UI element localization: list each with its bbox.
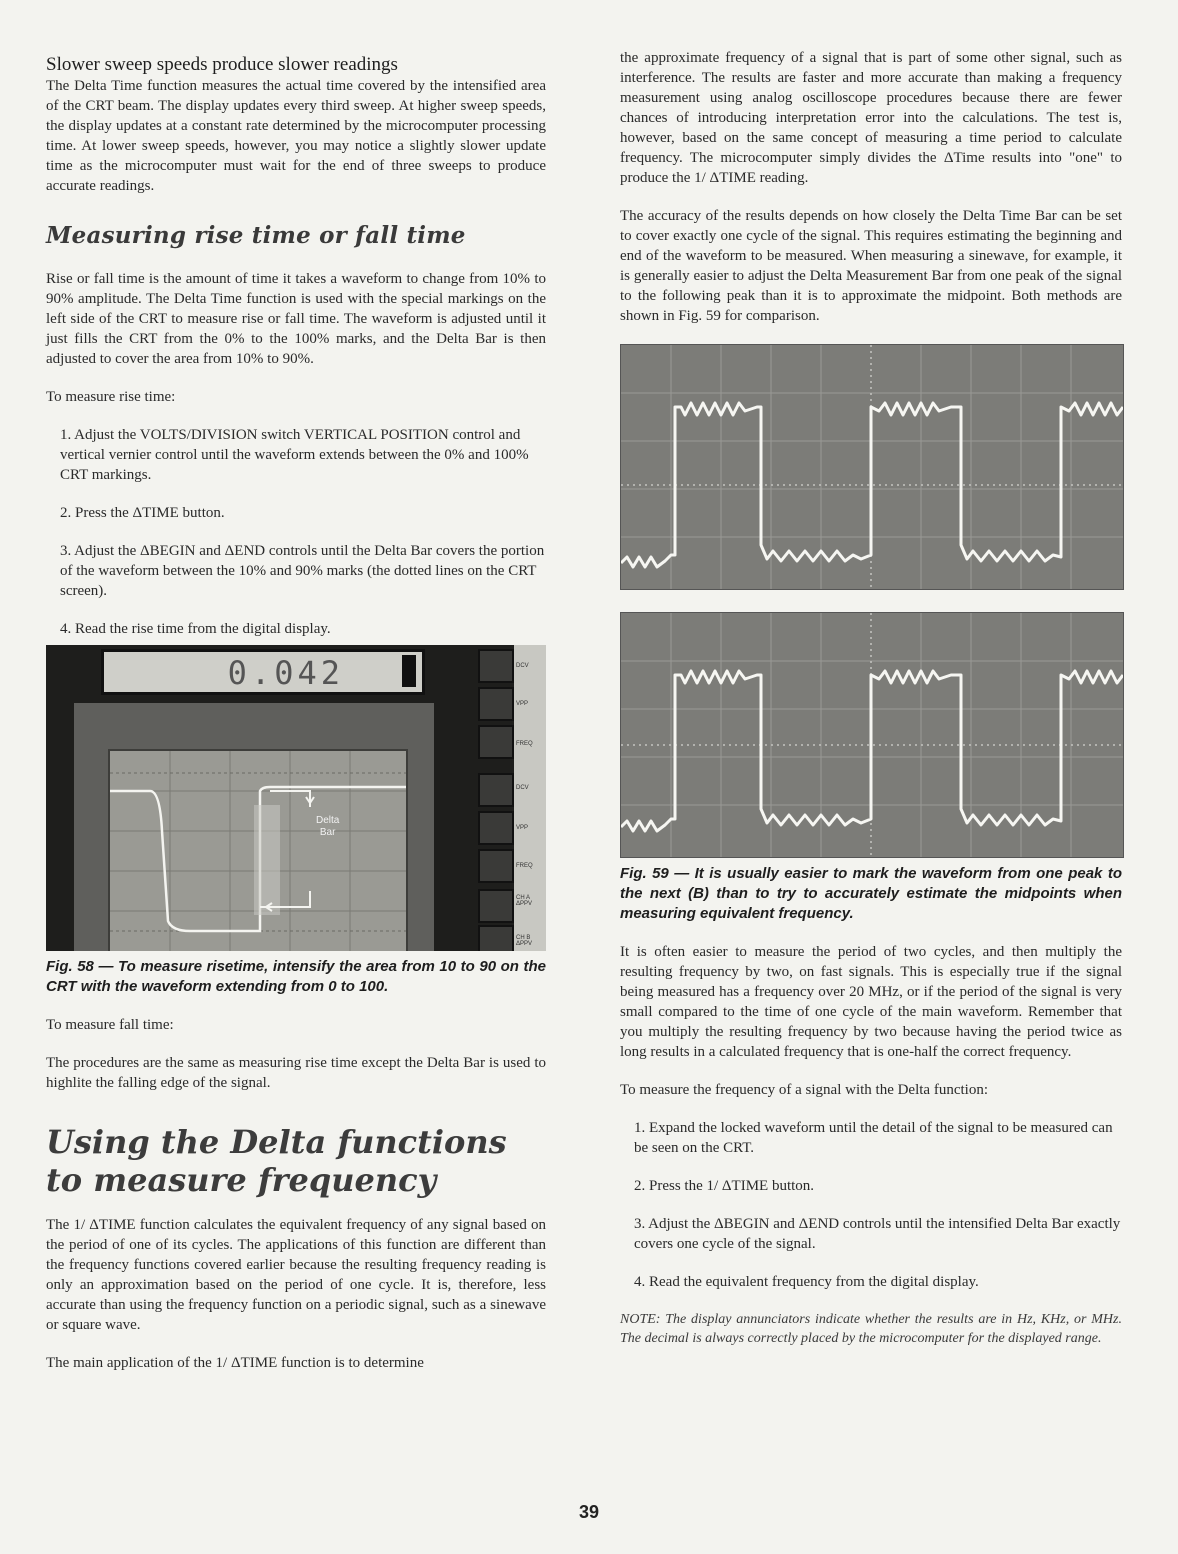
panel-button [478, 687, 514, 721]
panel-button [478, 773, 514, 807]
panel-button [478, 849, 514, 883]
paragraph-main-application: The main application of the 1/ ΔTIME function is to determine [46, 1355, 424, 1371]
rise-step-1: 1. Adjust the VOLTS/DIVISION switch VERTICAL POSITION control and vertical vernier control until the waveform extends between the 0% and 100% CRT markings. [60, 427, 529, 483]
fig59-scope-a [620, 344, 1124, 590]
heading-delta-frequency: Using the Delta functions to measure frequency [46, 1123, 507, 1199]
right-column [620, 48, 1122, 1348]
fall-time-paragraph: The procedures are the same as measuring rise time except the Delta Bar is used to highlite the falling edge of the signal. [46, 1055, 546, 1091]
fall-time-intro: To measure fall time: [46, 1017, 174, 1033]
panel-button [478, 725, 514, 759]
freq-step-4: 4. Read the equivalent frequency from the digital display. [634, 1274, 979, 1290]
paragraph-accuracy: The accuracy of the results depends on how closely the Delta Time Bar can be set to cover exactly one cycle of the signal. This requires estimating the beginning and end of the waveform to be measured. When measuring a sinewave, for example, it is generally easier to adjust the Delta Measurement Bar from one peak of the signal to the following peak than it is to approximate the midpoint. Both methods are shown in Fig. 59 for comparison. [620, 208, 1122, 324]
display-annunciator [402, 655, 416, 687]
crt-graticule [110, 751, 406, 951]
paragraph-inverse-time: The 1/ ΔTIME function calculates the equivalent frequency of any signal based on the period of one of its cycles. The applications of this function are different than the frequency functions covered earlier because the resulting frequency reading is only an approximation based on the period of one cycle. It is, therefore, less accurate than using the frequency function on a periodic signal, such as a sinewave or square wave. [46, 1217, 546, 1333]
note-annunciators: NOTE: The display annunciators indicate whether the results are in Hz, KHz, or MHz. The decimal is always correctly placed by the microcomputer for the displayed range. [620, 1312, 1122, 1346]
delta-function-intro: To measure the frequency of a signal with the Delta function: [620, 1082, 988, 1098]
page-number: 39 [578, 1502, 600, 1522]
freq-step-1: 1. Expand the locked waveform until the detail of the signal to be measured can be seen on the CRT. [634, 1120, 1113, 1156]
heading-rise-fall: Measuring rise time or fall time [46, 222, 466, 249]
panel-button [478, 925, 514, 951]
fig59-caption: Fig. 59 — It is usually easier to mark the waveform from one peak to the next (B) than to try to accurately estimate the midpoints when measuring equivalent frequency. [620, 865, 1122, 922]
paragraph-two-cycles: It is often easier to measure the period of two cycles, and then multiply the resulting frequency by two, on fast signals. This is especially true if the signal being measured has a frequency over 20 MHz, or if the period of the signal is very small compared to the time of one cycle of the main waveform. Remember that you multiply the resulting frequency by two because having the period twice as long results in a calculated frequency that is one-half the correct frequency. [620, 944, 1122, 1060]
paragraph-delta-time: The Delta Time function measures the actual time covered by the intensified area of the CRT beam. The display updates every third sweep. At higher sweep speeds, the display updates at a constant rate determined by the microcomputer processing time. At lower sweep speeds, however, you may notice a slightly slower update time as the microcomputer must wait for the end of three sweeps to produce accurate readings. [46, 78, 546, 194]
left-column [46, 48, 546, 1373]
rise-step-4: 4. Read the rise time from the digital display. [60, 621, 331, 637]
freq-step-2: 2. Press the 1/ ΔTIME button. [634, 1178, 815, 1194]
paragraph-approximate-frequency: the approximate frequency of a signal that is part of some other signal, such as interference. The results are faster and more accurate than making a frequency measurement using analog oscilloscope procedures because there are fewer chances of introducing interpretation error into the calculations. The test is, however, based on the same concept of measuring a time period to calculate frequency. The microcomputer simply divides the ΔTime results into "one" to produce the 1/ ΔTIME reading. [620, 50, 1122, 186]
panel-button [478, 889, 514, 923]
freq-step-3: 3. Adjust the ΔBEGIN and ΔEND controls until the intensified Delta Bar exactly covers one cycle of the signal. [634, 1216, 1121, 1252]
fig58-photo [46, 645, 546, 951]
fig59-scope-b [620, 612, 1124, 858]
fig59-scope-b-trace [621, 613, 1123, 857]
rise-step-2: 2. Press the ΔTIME button. [60, 505, 225, 521]
panel-button [478, 811, 514, 845]
panel-button [478, 649, 514, 683]
crt-screen [108, 749, 408, 951]
paragraph-rise-fall: Rise or fall time is the amount of time it takes a waveform to change from 10% to 90% amplitude. The Delta Time function is used with the special markings on the left side of the CRT to measure rise or fall time. The waveform is adjusted until it just fills the CRT from the 0% to the 100% marks, and the Delta Bar is then adjusted to cover the area from 10% to 90%. [46, 271, 546, 367]
digital-display [101, 649, 425, 695]
display-value: 0.042 [227, 654, 344, 692]
fig59-scope-a-trace [621, 345, 1123, 589]
delta-bar-label: Delta Bar [316, 815, 340, 838]
control-panel: DCV VPP FREQ DCV VPP FREQ CH A ΔPPV CH B ΔPPV [514, 645, 546, 951]
heading-slower-sweep: Slower sweep speeds produce slower readings [46, 54, 398, 75]
rise-time-intro: To measure rise time: [46, 389, 176, 405]
rise-step-3: 3. Adjust the ΔBEGIN and ΔEND controls until the Delta Bar covers the portion of the waveform between the 10% and 90% marks (the dotted lines on the CRT screen). [60, 543, 545, 599]
fig58-caption: Fig. 58 — To measure risetime, intensify the area from 10 to 90 on the CRT with the waveform extending from 0 to 100. [46, 958, 546, 995]
front-panel-buttons [474, 645, 514, 951]
